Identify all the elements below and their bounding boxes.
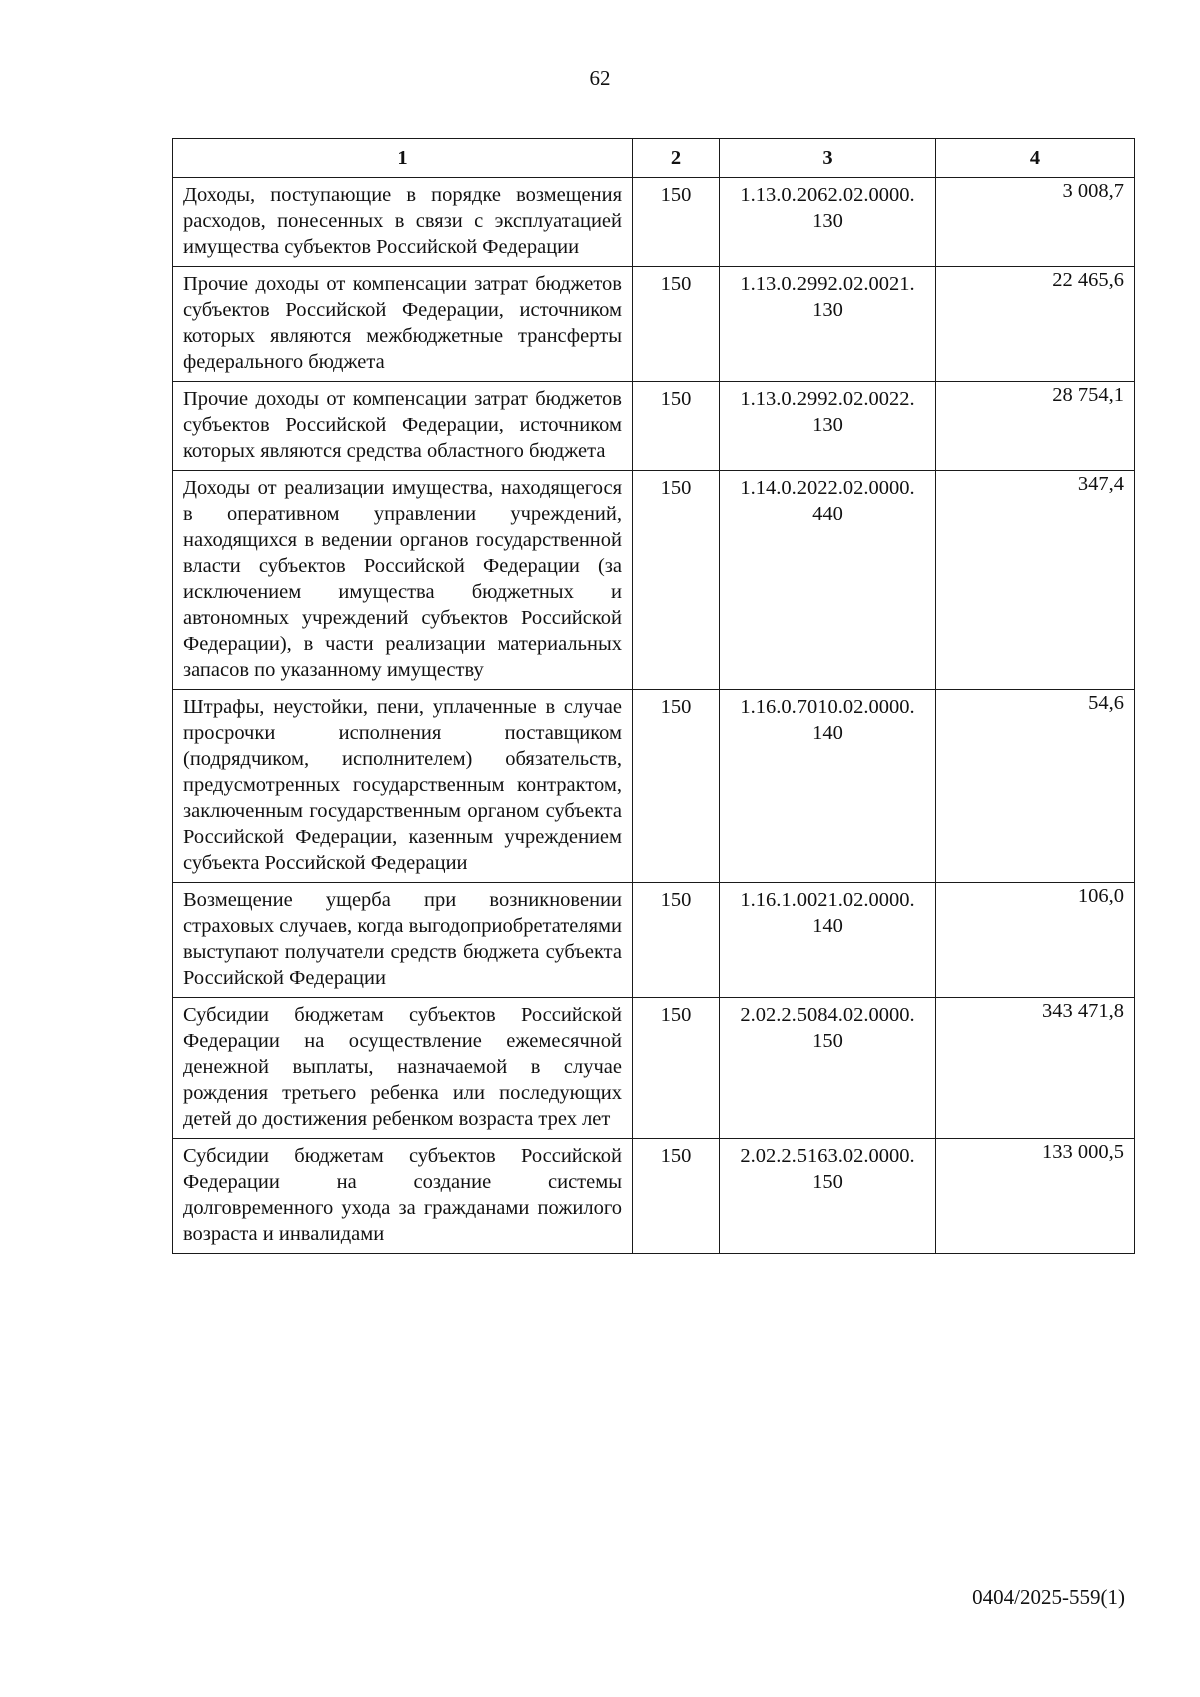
kbk-line-2: 130	[812, 210, 843, 232]
kbk-line-2: 150	[812, 1030, 843, 1052]
row-kbk	[720, 998, 936, 1139]
document-id: 0404/2025-559(1)	[972, 1585, 1125, 1609]
row-amount: 54,6	[936, 690, 1135, 883]
row-amount: 22 465,6	[936, 267, 1135, 382]
table-row	[173, 382, 1135, 471]
row-description: Субсидии бюджетам субъектов Российской Федерации на создание системы долговременного ухода за гражданами пожилого возраста и инвалидами	[173, 1139, 633, 1254]
table-row	[173, 267, 1135, 382]
row-code: 150	[633, 998, 720, 1139]
table-row	[173, 998, 1135, 1139]
table-row	[173, 1139, 1135, 1254]
table-row	[173, 178, 1135, 267]
row-kbk	[720, 178, 936, 267]
row-amount: 3 008,7	[936, 178, 1135, 267]
kbk-line-2: 140	[812, 915, 843, 937]
kbk-line-1: 1.13.0.2992.02.0021.	[740, 273, 915, 295]
kbk-line-1: 1.16.0.7010.02.0000.	[740, 696, 915, 718]
kbk-line-2: 150	[812, 1171, 843, 1193]
kbk-line-2: 130	[812, 414, 843, 436]
page-number: 62	[589, 66, 611, 90]
table-row	[173, 883, 1135, 998]
table-header-row	[173, 139, 1135, 178]
row-description: Штрафы, неустойки, пени, уплаченные в случае просрочки исполнения поставщиком (подрядчиком, исполнителем) обязательств, предусмотренных государственным контрактом, заключенным государственным органом субъекта Российской Федерации, казенным учреждением субъекта Российской Федерации	[173, 690, 633, 883]
row-code: 150	[633, 382, 720, 471]
row-kbk	[720, 382, 936, 471]
row-description: Субсидии бюджетам субъектов Российской Федерации на осуществление ежемесячной денежной выплаты, назначаемой в случае рождения третьего ребенка или последующих детей до достижения ребенком возраста трех лет	[173, 998, 633, 1139]
column-header-4: 4	[936, 139, 1135, 178]
row-amount: 343 471,8	[936, 998, 1135, 1139]
row-amount: 28 754,1	[936, 382, 1135, 471]
row-code: 150	[633, 883, 720, 998]
row-description: Возмещение ущерба при возникновении страховых случаев, когда выгодоприобретателями выступают получатели средств бюджета субъекта Российской Федерации	[173, 883, 633, 998]
row-code: 150	[633, 690, 720, 883]
kbk-line-1: 1.14.0.2022.02.0000.	[740, 477, 915, 499]
column-header-2: 2	[633, 139, 720, 178]
row-amount: 347,4	[936, 471, 1135, 690]
kbk-line-2: 130	[812, 299, 843, 321]
kbk-line-1: 1.13.0.2992.02.0022.	[740, 388, 915, 410]
row-kbk	[720, 1139, 936, 1254]
row-amount: 133 000,5	[936, 1139, 1135, 1254]
row-amount: 106,0	[936, 883, 1135, 998]
kbk-line-2: 440	[812, 503, 843, 525]
row-description: Доходы, поступающие в порядке возмещения расходов, понесенных в связи с эксплуатацией имущества субъектов Российской Федерации	[173, 178, 633, 267]
table-row	[173, 471, 1135, 690]
row-description: Доходы от реализации имущества, находящегося в оперативном управлении учреждений, находящихся в ведении органов государственной власти субъектов Российской Федерации (за исключением имущества бюджетных и автономных учреждений субъектов Российской Федерации), в части реализации материальных запасов по указанному имуществу	[173, 471, 633, 690]
kbk-line-2: 140	[812, 722, 843, 744]
row-description: Прочие доходы от компенсации затрат бюджетов субъектов Российской Федерации, источником которых являются межбюджетные трансферты федерального бюджета	[173, 267, 633, 382]
kbk-line-1: 1.16.1.0021.02.0000.	[740, 889, 915, 911]
column-header-3: 3	[720, 139, 936, 178]
kbk-line-1: 2.02.2.5163.02.0000.	[740, 1145, 915, 1167]
revenue-table	[172, 138, 1135, 1254]
row-kbk	[720, 883, 936, 998]
row-code: 150	[633, 1139, 720, 1254]
row-code: 150	[633, 178, 720, 267]
row-kbk	[720, 690, 936, 883]
row-kbk	[720, 471, 936, 690]
row-description: Прочие доходы от компенсации затрат бюджетов субъектов Российской Федерации, источником которых являются средства областного бюджета	[173, 382, 633, 471]
kbk-line-1: 1.13.0.2062.02.0000.	[740, 184, 915, 206]
table-row	[173, 690, 1135, 883]
row-kbk	[720, 267, 936, 382]
row-code: 150	[633, 267, 720, 382]
column-header-1: 1	[173, 139, 633, 178]
kbk-line-1: 2.02.2.5084.02.0000.	[740, 1004, 915, 1026]
row-code: 150	[633, 471, 720, 690]
